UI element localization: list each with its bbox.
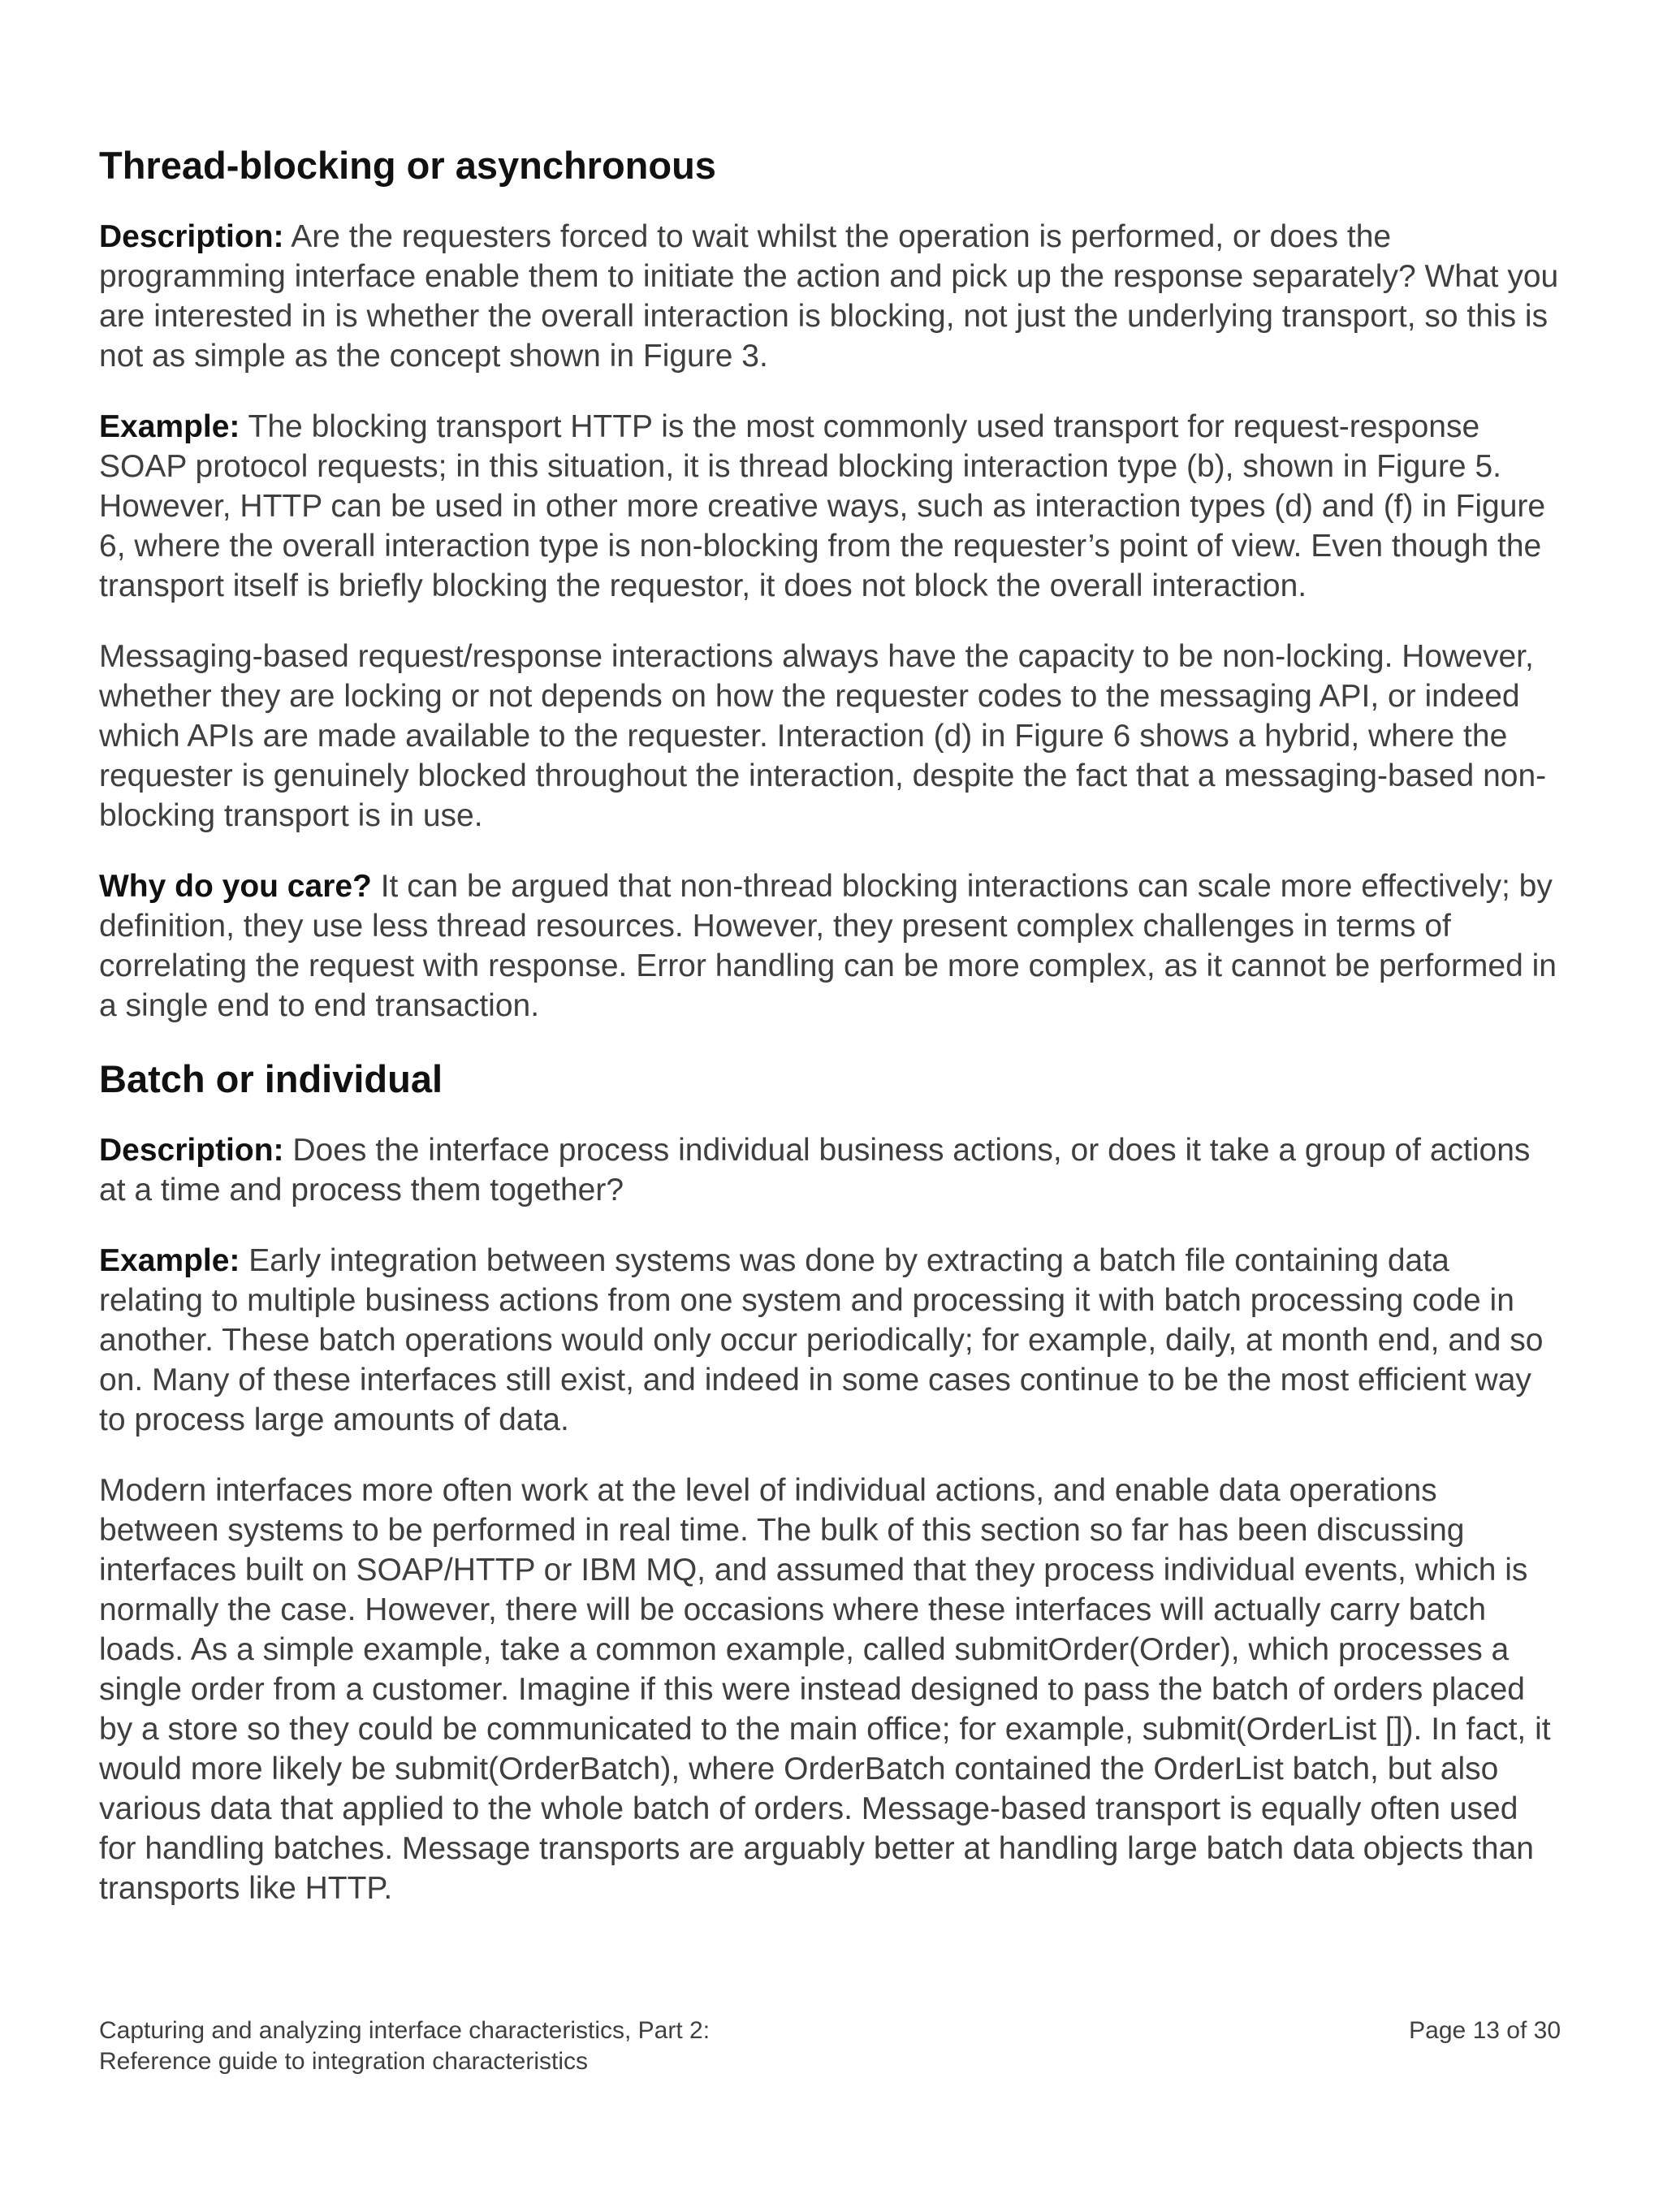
description-text: Are the requesters forced to wait whilst the operation is performed, or does the programming interface enable them to initiate the action and pick up the response separately? What you are interested in is whether the overall interaction is blocking, not just the underlying transport, so this is not as simple as the concept shown in Figure 3. <box>99 219 1559 374</box>
example-label: Example: <box>99 1243 240 1278</box>
paragraph-why-care <box>99 866 1561 1026</box>
footer-title-line-2: Reference guide to integration characteristics <box>99 2048 588 2075</box>
section-heading-thread-blocking: Thread-blocking or asynchronous <box>99 144 716 187</box>
paragraph-description-thread-blocking <box>99 217 1561 376</box>
paragraph-example-batch <box>99 1241 1561 1440</box>
why-care-text: It can be argued that non-thread blocking interactions can scale more effectively; by definition, they use less thread resources. However, they present complex challenges in terms of correlating the request with response. Error handling can be more complex, as it cannot be performed in a single end to end transaction. <box>99 869 1557 1023</box>
example-text: The blocking transport HTTP is the most commonly used transport for request-response SOAP protocol requests; in this situation, it is thread blocking interaction type (b), shown in Figure 5. However, HTTP can be used in other more creative ways, such as interaction types (d) and (f) in Figure 6, where the overall interaction type is non-blocking from the requester’s point of view. Even though the transport itself is briefly blocking the requestor, it does not block the overall interaction. <box>99 409 1546 603</box>
paragraph-messaging: Messaging-based request/response interactions always have the capacity to be non-locking. However, whether they are locking or not depends on how the requester codes to the messaging API, or indeed which APIs are made available to the requester. Interaction (d) in Figure 6 shows a hybrid, where the requester is genuinely blocked throughout the interaction, despite the fact that a messaging-based non-blocking transport is in use. <box>99 639 1547 833</box>
footer-document-title <box>99 2015 710 2077</box>
section-heading-batch: Batch or individual <box>99 1057 443 1100</box>
page-number: Page 13 of 30 <box>1409 2017 1561 2044</box>
why-care-label: Why do you care? <box>99 869 372 904</box>
page-footer <box>99 2015 1561 2077</box>
description-label: Description: <box>99 219 284 254</box>
description-text: Does the interface process individual business actions, or does it take a group of actions at a time and process them together? <box>99 1133 1531 1208</box>
page-content <box>99 143 1561 1939</box>
example-label: Example: <box>99 409 240 444</box>
example-text: Early integration between systems was done by extracting a batch file containing data relating to multiple business actions from one system and processing it with batch processing code in another. These batch operations would only occur periodically; for example, daily, at month end, and so on. Many of these interfaces still exist, and indeed in some cases continue to be the most efficient way to process large amounts of data. <box>99 1243 1544 1437</box>
paragraph-description-batch <box>99 1130 1561 1210</box>
paragraph-modern-interfaces: Modern interfaces more often work at the level of individual actions, and enable data operations between systems to be performed in real time. The bulk of this section so far has been discussing interfaces built on SOAP/HTTP or IBM MQ, and assumed that they process individual events, which is normally the case. However, there will be occasions where these interfaces will actually carry batch loads. As a simple example, take a common example, called submitOrder(Order), which processes a single order from a customer. Imagine if this were instead designed to pass the batch of orders placed by a store so they could be communicated to the main office; for example, submit(OrderList []). In fact, it would more likely be submit(OrderBatch), where OrderBatch contained the OrderList batch, but also various data that applied to the whole batch of orders. Message-based transport is equally often used for handling batches. Message transports are arguably better at handling large batch data objects than transports like HTTP. <box>99 1473 1551 1906</box>
description-label: Description: <box>99 1133 284 1168</box>
paragraph-example-thread-blocking <box>99 407 1561 606</box>
footer-title-line-1: Capturing and analyzing interface characteristics, Part 2: <box>99 2017 711 2044</box>
